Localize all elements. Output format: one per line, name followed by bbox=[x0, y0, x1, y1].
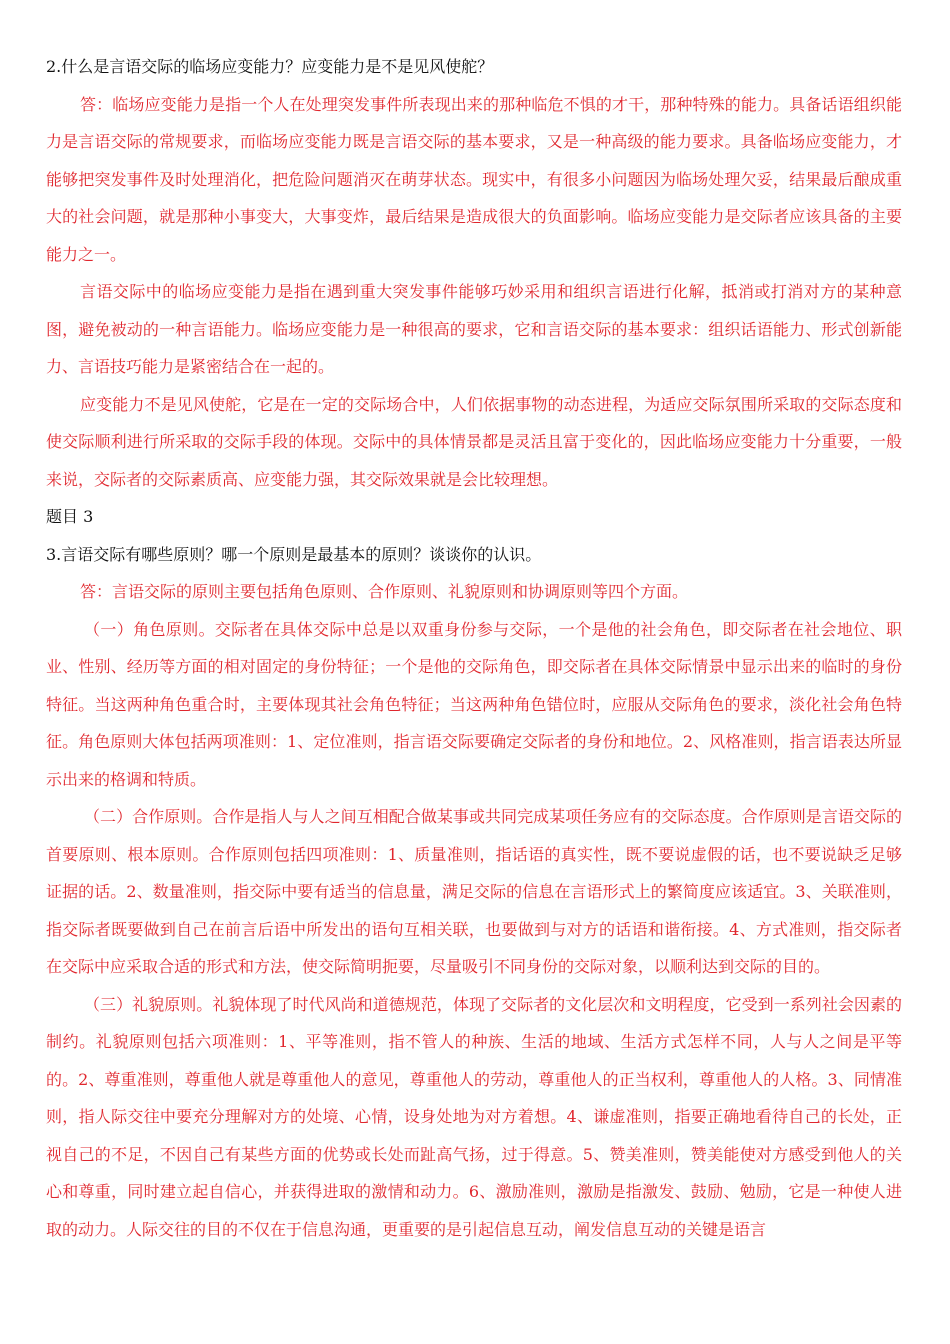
answer-2-paragraph-1: 答：临场应变能力是指一个人在处理突发事件所表现出来的那种临危不惧的才干，那种特殊的能力。具备话语组织能力是言语交际的常规要求，而临场应变能力既是言语交际的基本要求，又是一种高级的能力要求。具备临场应变能力，才能够把突发事件及时处理消化，把危险问题消灭在萌芽状态。现实中，有很多小问题因为临场处理欠妥，结果最后酿成重大的社会问题，就是那种小事变大，大事变炸，最后结果是造成很大的负面影响。临场应变能力是交际者应该具备的主要能力之一。 bbox=[46, 94, 902, 264]
answer-3-role-principle: （一）角色原则。交际者在具体交际中总是以双重身份参与交际，一个是他的社会角色，即交际者在社会地位、职业、性别、经历等方面的相对固定的身份特征；一个是他的交际角色，即交际者在具体交际情景中显示出来的临时的身份特征。当这两种角色重合时，主要体现其社会角色特征；当这两种角色错位时，应服从交际角色的要求，淡化社会角色特征。角色原则大体包括两项准则：1、定位准则，指言语交际要确定交际者的身份和地位。2、风格准则，指言语表达所显示出来的格调和特质。 bbox=[46, 619, 902, 789]
answer-2-paragraph-3: 应变能力不是见风使舵，它是在一定的交际场合中，人们依据事物的动态进程，为适应交际氛围所采取的交际态度和使交际顺利进行所采取的交际手段的体现。交际中的具体情景都是灵活且富于变化的，因此临场应变能力十分重要，一般来说，交际者的交际素质高、应变能力强，其交际效果就是会比较理想。 bbox=[46, 394, 902, 489]
document-page bbox=[46, 48, 902, 1248]
answer-3-cooperation-principle: （二）合作原则。合作是指人与人之间互相配合做某事或共同完成某项任务应有的交际态度。合作原则是言语交际的首要原则、根本原则。合作原则包括四项准则：1、质量准则，指话语的真实性，既不要说虚假的话，也不要说缺乏足够证据的话。2、数量准则，指交际中要有适当的信息量，满足交际的信息在言语形式上的繁简度应该适宜。3、关联准则，指交际者既要做到自己在前言后语中所发出的语句互相关联，也要做到与对方的话语和谐衔接。4、方式准则，指交际者在交际中应采取合适的形式和方法，使交际简明扼要，尽量吸引不同身份的交际对象，以顺利达到交际的目的。 bbox=[46, 807, 902, 976]
question-3-heading: 题目 3 bbox=[46, 507, 94, 526]
answer-3-intro: 答：言语交际的原则主要包括角色原则、合作原则、礼貌原则和协调原则等四个方面。 bbox=[80, 582, 689, 601]
answer-2-paragraph-2: 言语交际中的临场应变能力是指在遇到重大突发事件能够巧妙采用和组织言语进行化解，抵消或打消对方的某种意图，避免被动的一种言语能力。临场应变能力是一种很高的要求，它和言语交际的基本要求：组织话语能力、形式创新能力、言语技巧能力是紧密结合在一起的。 bbox=[46, 282, 902, 376]
question-3: 3.言语交际有哪些原则？哪一个原则是最基本的原则？谈谈你的认识。 bbox=[46, 544, 542, 564]
answer-3-politeness-principle: （三）礼貌原则。礼貌体现了时代风尚和道德规范，体现了交际者的文化层次和文明程度，它受到一系列社会因素的制约。礼貌原则包括六项准则：1、平等准则，指不管人的种族、生活的地域、生活方式怎样不同，人与人之间是平等的。2、尊重准则，尊重他人就是尊重他人的意见，尊重他人的劳动，尊重他人的正当权利，尊重他人的人格。3、同情准则，指人际交往中要充分理解对方的处境、心情，设身处地为对方着想。4、谦虚准则，指要正确地看待自己的长处，正视自己的不足，不因自己有某些方面的优势或长处而趾高气扬，过于得意。5、赞美准则，赞美能使对方感受到他人的关心和尊重，同时建立起自信心，并获得进取的激情和动力。6、激励准则，激励是指激发、鼓励、勉励，它是一种使人进取的动力。人际交往的目的不仅在于信息沟通，更重要的是引起信息互动，阐发信息互动的关键是语言 bbox=[46, 994, 902, 1239]
question-2: 2.什么是言语交际的临场应变能力？应变能力是不是见风使舵？ bbox=[46, 57, 494, 76]
